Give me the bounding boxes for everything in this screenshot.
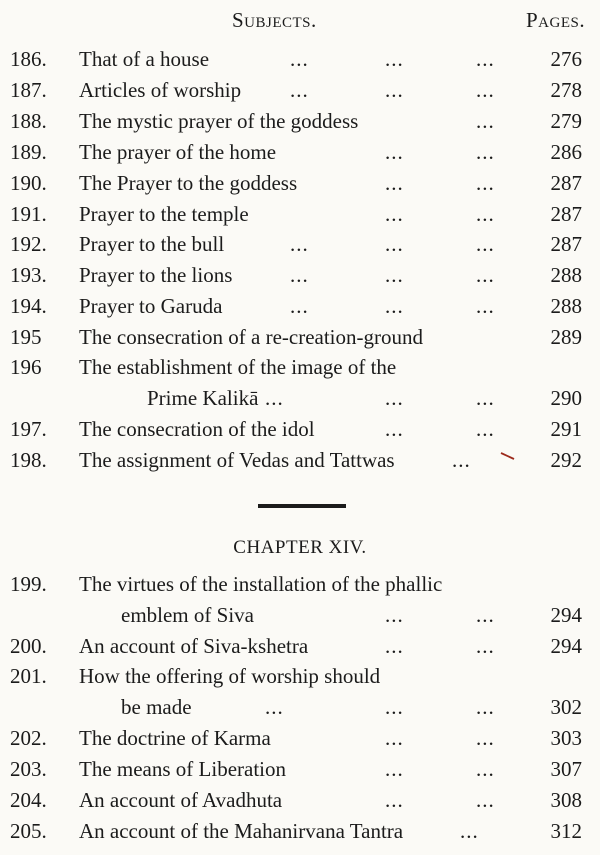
- entry-number: 204.: [10, 788, 47, 812]
- leader-dots: ...: [385, 788, 404, 812]
- page-number: 279: [550, 109, 582, 133]
- entry-title: The virtues of the installation of the phallic: [79, 572, 443, 596]
- leader-dots: ...: [476, 788, 495, 812]
- entry-number: 202.: [10, 726, 47, 750]
- leader-dots: ...: [385, 417, 404, 441]
- contents-entry: [0, 383, 600, 413]
- contents-entry: [0, 816, 600, 846]
- leader-dots: ...: [476, 263, 495, 287]
- entry-number: 199.: [10, 572, 47, 596]
- leader-dots: ...: [385, 603, 404, 627]
- entry-number: 192.: [10, 232, 47, 256]
- page-number: 278: [550, 78, 582, 102]
- pencil-tick-mark: [500, 452, 516, 460]
- leader-dots: ...: [290, 78, 309, 102]
- entry-title: The doctrine of Karma: [79, 726, 271, 750]
- page-number: 294: [550, 634, 582, 658]
- leader-dots: ...: [476, 386, 495, 410]
- contents-entry: [0, 106, 600, 136]
- page-number: 287: [550, 202, 582, 226]
- leader-dots: ...: [476, 78, 495, 102]
- entry-number: 196: [10, 355, 42, 379]
- entry-number: 188.: [10, 109, 47, 133]
- page-number: 288: [550, 294, 582, 318]
- page-number: 288: [550, 263, 582, 287]
- contents-entry: [0, 754, 600, 784]
- entry-number: 186.: [10, 47, 47, 71]
- contents-entry: [0, 229, 600, 259]
- page-number: 291: [550, 417, 582, 441]
- subjects-header: Subjects.: [232, 8, 317, 32]
- entry-title: How the offering of worship should: [79, 664, 381, 688]
- page-number: 303: [550, 726, 582, 750]
- entry-title: The establishment of the image of the: [79, 355, 397, 379]
- leader-dots: ...: [385, 757, 404, 781]
- leader-dots: ...: [476, 417, 495, 441]
- leader-dots: ...: [385, 634, 404, 658]
- leader-dots: ...: [290, 294, 309, 318]
- contents-entry: [0, 692, 600, 722]
- page-number: 312: [550, 819, 582, 843]
- entry-number: 205.: [10, 819, 47, 843]
- entry-title: Articles of worship: [79, 78, 242, 102]
- chapter-title: CHAPTER XIV.: [233, 537, 367, 558]
- leader-dots: ...: [385, 294, 404, 318]
- leader-dots: ...: [476, 603, 495, 627]
- leader-dots: ...: [385, 386, 404, 410]
- contents-entry: [0, 445, 600, 475]
- leader-dots: ...: [385, 202, 404, 226]
- leader-dots: ...: [476, 634, 495, 658]
- contents-entry: [0, 291, 600, 321]
- contents-entry: [0, 785, 600, 815]
- leader-dots: ...: [290, 232, 309, 256]
- entry-title: An account of Siva-kshetra: [79, 634, 309, 658]
- contents-entry: [0, 44, 600, 74]
- leader-dots: ...: [385, 47, 404, 71]
- contents-entry: [0, 322, 600, 352]
- entry-number: 194.: [10, 294, 47, 318]
- contents-entry: [0, 414, 600, 444]
- page-number: 294: [550, 603, 582, 627]
- contents-entry: [0, 168, 600, 198]
- entry-number: 195: [10, 325, 42, 349]
- entry-title: Prayer to the lions: [79, 263, 233, 287]
- entry-number: 191.: [10, 202, 47, 226]
- leader-dots: ...: [476, 757, 495, 781]
- entry-number: 198.: [10, 448, 47, 472]
- page-number: 289: [550, 325, 582, 349]
- entry-title: Prayer to the bull: [79, 232, 225, 256]
- entry-title: be made: [121, 695, 192, 719]
- page-number: 287: [550, 171, 582, 195]
- page-number: 287: [550, 232, 582, 256]
- entry-title: The consecration of a re-creation-ground: [79, 325, 423, 349]
- page-number: 292: [550, 448, 582, 472]
- entry-title: Prayer to Garuda: [79, 294, 223, 318]
- leader-dots: ...: [265, 386, 284, 410]
- contents-entry: [0, 569, 600, 599]
- contents-entry: [0, 600, 600, 630]
- contents-entry: [0, 661, 600, 691]
- entry-number: 197.: [10, 417, 47, 441]
- pages-header: Pages.: [526, 8, 586, 32]
- page-number: 276: [550, 47, 582, 71]
- leader-dots: ...: [385, 171, 404, 195]
- leader-dots: ...: [385, 726, 404, 750]
- leader-dots: ...: [476, 232, 495, 256]
- entry-title: An account of the Mahanirvana Tantra: [79, 819, 404, 843]
- page-number: 302: [550, 695, 582, 719]
- entry-number: 187.: [10, 78, 47, 102]
- entry-title: The means of Liberation: [79, 757, 287, 781]
- entry-title: The prayer of the home: [79, 140, 277, 164]
- contents-entry: [0, 75, 600, 105]
- contents-entry: [0, 723, 600, 753]
- contents-entry: [0, 631, 600, 661]
- leader-dots: ...: [476, 695, 495, 719]
- entry-number: 189.: [10, 140, 47, 164]
- leader-dots: ...: [265, 695, 284, 719]
- leader-dots: ...: [460, 819, 479, 843]
- entry-title: Prayer to the temple: [79, 202, 249, 226]
- entry-title: emblem of Siva: [121, 603, 254, 627]
- leader-dots: ...: [385, 140, 404, 164]
- leader-dots: ...: [385, 263, 404, 287]
- entry-title: An account of Avadhuta: [79, 788, 283, 812]
- leader-dots: ...: [476, 294, 495, 318]
- leader-dots: ...: [476, 171, 495, 195]
- entry-title: The mystic prayer of the goddess: [79, 109, 359, 133]
- entry-title: Prime Kalikā: [147, 386, 259, 410]
- leader-dots: ...: [290, 263, 309, 287]
- leader-dots: ...: [385, 78, 404, 102]
- leader-dots: ...: [290, 47, 309, 71]
- leader-dots: ...: [476, 109, 495, 133]
- section-divider: [258, 504, 346, 508]
- entry-number: 201.: [10, 664, 47, 688]
- entry-number: 200.: [10, 634, 47, 658]
- contents-entry: [0, 199, 600, 229]
- contents-entry: [0, 352, 600, 382]
- entry-title: The Prayer to the goddess: [79, 171, 298, 195]
- page-number: 308: [550, 788, 582, 812]
- leader-dots: ...: [385, 695, 404, 719]
- entry-title: The assignment of Vedas and Tattwas: [79, 448, 395, 472]
- entry-number: 190.: [10, 171, 47, 195]
- leader-dots: ...: [452, 448, 471, 472]
- entry-number: 193.: [10, 263, 47, 287]
- leader-dots: ...: [476, 140, 495, 164]
- contents-entry: [0, 137, 600, 167]
- leader-dots: ...: [476, 726, 495, 750]
- page-number: 307: [550, 757, 582, 781]
- contents-entry: [0, 260, 600, 290]
- leader-dots: ...: [476, 202, 495, 226]
- page-number: 290: [550, 386, 582, 410]
- leader-dots: ...: [385, 232, 404, 256]
- leader-dots: ...: [476, 47, 495, 71]
- entry-title: The consecration of the idol: [79, 417, 315, 441]
- entry-title: That of a house: [79, 47, 210, 71]
- entry-number: 203.: [10, 757, 47, 781]
- page-number: 286: [550, 140, 582, 164]
